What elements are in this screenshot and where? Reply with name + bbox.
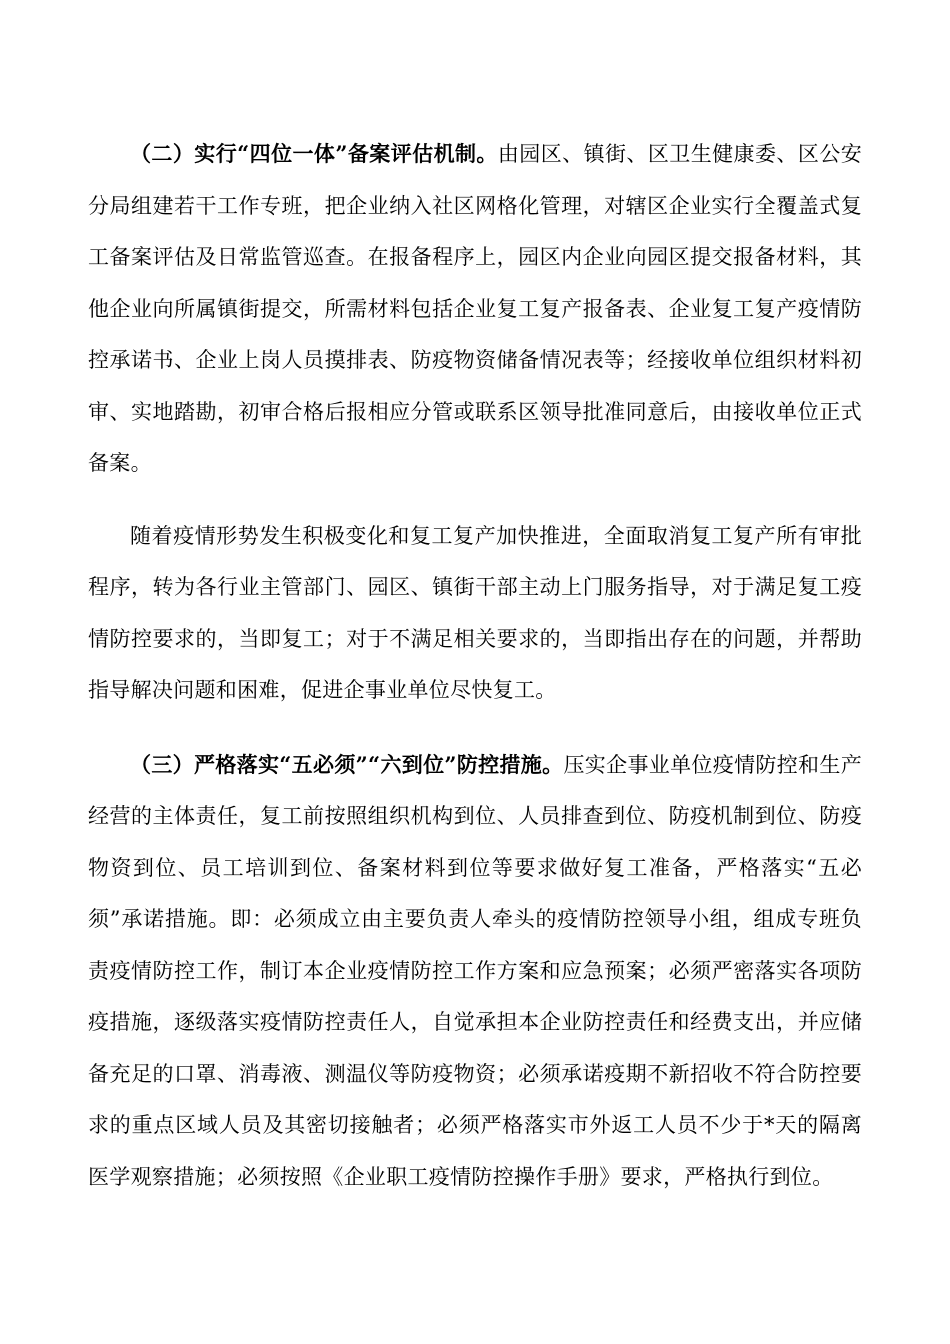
paragraph-control-measures — [88, 739, 862, 1204]
document-page — [88, 128, 862, 1203]
paragraph-filing-mechanism — [88, 128, 862, 490]
paragraph-body: 随着疫情形势发生积极变化和复工复产加快推进，全面取消复工复产所有审批程序，转为各行业主管部门、园区、镇街干部主动上门服务指导，对于满足复工疫情防控要求的，当即复工；对于不满足相关要求的，当即指出存在的问题，并帮助指导解决问题和困难，促进企事业单位尽快复工。 — [88, 523, 862, 702]
paragraph-body: 由园区、镇街、区卫生健康委、区公安分局组建若干工作专班，把企业纳入社区网格化管理，对辖区企业实行全覆盖式复工备案评估及日常监管巡查。在报备程序上，园区内企业向园区提交报备材料，其他企业向所属镇街提交，所需材料包括企业复工复产报备表、企业复工复产疫情防控承诺书、企业上岗人员摸排表、防疫物资储备情况表等；经接收单位组织材料初审、实地踏勘，初审合格后报相应分管或联系区领导批准同意后，由接收单位正式备案。 — [88, 142, 862, 475]
section-heading-two: （二）实行“四位一体”备案评估机制。 — [130, 141, 498, 166]
paragraph-cancel-approval — [88, 511, 862, 717]
paragraph-body: 压实企事业单位疫情防控和生产经营的主体责任，复工前按照组织机构到位、人员排查到位、防疫机制到位、防疫物资到位、员工培训到位、备案材料到位等要求做好复工准备，严格落实“五必须”承诺措施。即：必须成立由主要负责人牵头的疫情防控领导小组，组成专班负责疫情防控工作，制订本企业疫情防控工作方案和应急预案；必须严密落实各项防疫措施，逐级落实疫情防控责任人，自觉承担本企业防控责任和经费支出，并应储备充足的口罩、消毒液、测温仪等防疫物资；必须承诺疫期不新招收不符合防控要求的重点区域人员及其密切接触者；必须严格落实市外返工人员不少于*天的隔离医学观察措施；必须按照《企业职工疫情防控操作手册》要求，严格执行到位。 — [88, 752, 863, 1189]
section-heading-three: （三）严格落实“五必须”“六到位”防控措施。 — [130, 751, 564, 777]
